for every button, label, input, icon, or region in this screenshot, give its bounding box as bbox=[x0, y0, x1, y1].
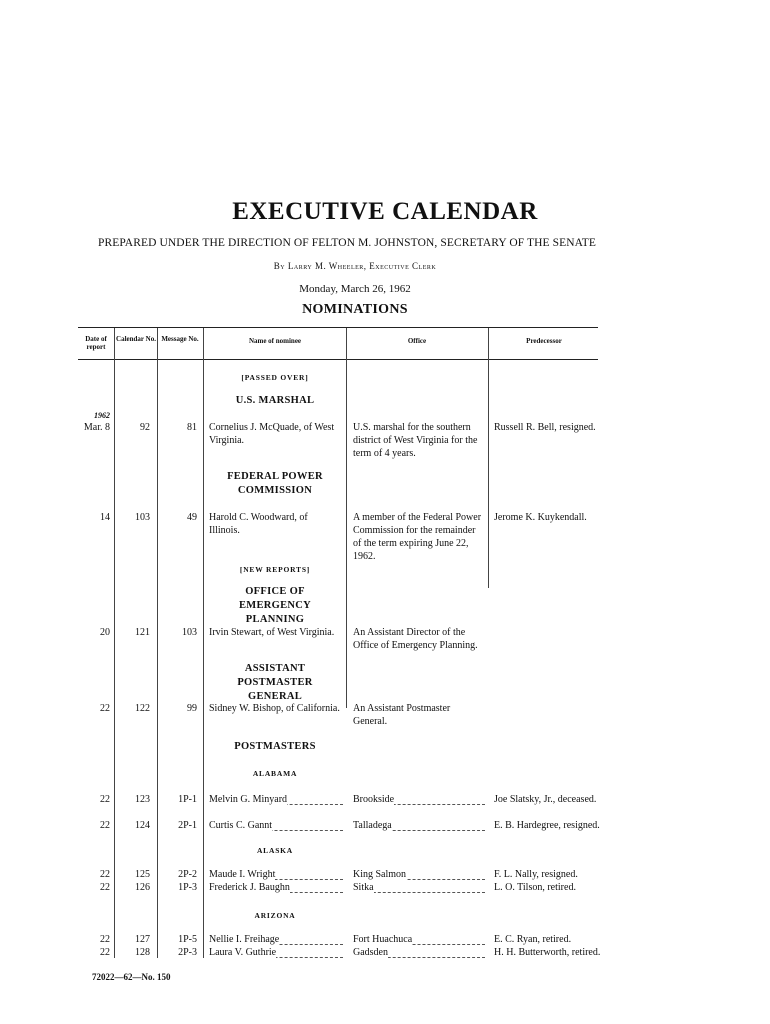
office-name: Gadsden bbox=[353, 947, 388, 958]
row-date: 22 bbox=[100, 869, 110, 880]
office-name: Talladega bbox=[353, 820, 392, 831]
nominations-heading: NOMINATIONS bbox=[302, 302, 408, 317]
nominee-name: Maude I. Wright bbox=[209, 869, 276, 880]
row-calendar-no: 125 bbox=[135, 869, 150, 880]
section-us-marshal: U.S. MARSHAL bbox=[235, 395, 315, 406]
nominee-name: Laura V. Guthrie bbox=[209, 947, 277, 958]
row-message-no: 2P-1 bbox=[178, 820, 197, 831]
row-message-no: 2P-2 bbox=[178, 869, 197, 880]
column-header-date: Date of report bbox=[85, 335, 107, 351]
row-calendar-no: 126 bbox=[135, 882, 150, 893]
row-calendar-no: 123 bbox=[135, 794, 150, 805]
passed-over-label: [PASSED OVER] bbox=[241, 373, 309, 382]
column-header-office: Office bbox=[407, 337, 427, 345]
row-office bbox=[353, 946, 485, 958]
row-message-no: 1P-5 bbox=[178, 934, 197, 945]
row-date: 22 bbox=[100, 947, 110, 958]
column-divider bbox=[203, 328, 204, 958]
nominee-name: Curtis C. Gannt bbox=[209, 820, 273, 831]
row-nominee bbox=[209, 881, 343, 893]
office-name: Brookside bbox=[353, 794, 395, 805]
row-date: 22 bbox=[100, 794, 110, 805]
row-date: 22 bbox=[100, 703, 110, 714]
row-message-no: 81 bbox=[187, 422, 197, 433]
row-date: 22 bbox=[100, 882, 110, 893]
row-calendar-no: 92 bbox=[140, 422, 150, 433]
row-date: 22 bbox=[100, 934, 110, 945]
row-date: Mar. 8 bbox=[83, 422, 110, 433]
column-divider bbox=[488, 328, 489, 588]
row-office bbox=[353, 868, 485, 880]
row-predecessor: F. L. Nally, resigned. bbox=[494, 869, 578, 880]
row-predecessor: Russell R. Bell, resigned. bbox=[494, 422, 596, 433]
row-nominee bbox=[209, 933, 343, 945]
column-divider bbox=[346, 328, 347, 708]
row-message-no: 103 bbox=[182, 627, 197, 638]
nominee-name: Nellie I. Freihage bbox=[209, 934, 280, 945]
row-predecessor: L. O. Tilson, retired. bbox=[494, 882, 576, 893]
row-date: 22 bbox=[100, 820, 110, 831]
page-title: EXECUTIVE CALENDAR bbox=[232, 198, 538, 225]
column-header-nominee: Name of nominee bbox=[248, 337, 302, 345]
row-calendar-no: 127 bbox=[135, 934, 150, 945]
table-top-rule bbox=[78, 327, 598, 328]
row-office: An Assistant Director of the Office of Emergency Planning. bbox=[353, 627, 478, 651]
row-message-no: 1P-1 bbox=[178, 794, 197, 805]
row-predecessor: H. H. Butterworth, retired. bbox=[494, 947, 601, 958]
section-federal-power-commission: FEDERAL POWER COMMISSION bbox=[227, 471, 323, 496]
row-office bbox=[353, 793, 485, 805]
row-calendar-no: 128 bbox=[135, 947, 150, 958]
row-office bbox=[353, 819, 485, 831]
row-predecessor: E. C. Ryan, retired. bbox=[494, 934, 572, 945]
new-reports-label: [NEW REPORTS] bbox=[239, 565, 311, 574]
office-name: Fort Huachuca bbox=[353, 934, 413, 945]
row-office bbox=[353, 933, 485, 945]
row-message-no: 99 bbox=[187, 703, 197, 714]
row-nominee bbox=[209, 946, 343, 958]
column-divider bbox=[114, 328, 115, 958]
nominee-name: Melvin G. Minyard bbox=[209, 794, 288, 805]
calendar-date: Monday, March 26, 1962 bbox=[299, 283, 411, 295]
section-office-of-emergency-planning: OFFICE OF EMERGENCY PLANNING bbox=[238, 586, 312, 625]
row-message-no: 1P-3 bbox=[178, 882, 197, 893]
column-header-message: Message No. bbox=[161, 335, 199, 343]
row-calendar-no: 103 bbox=[135, 512, 150, 523]
row-calendar-no: 121 bbox=[135, 627, 150, 638]
column-divider bbox=[157, 328, 158, 958]
year-label: 1962 bbox=[94, 411, 110, 420]
row-message-no: 49 bbox=[187, 512, 197, 523]
row-predecessor: Joe Slatsky, Jr., deceased. bbox=[494, 794, 597, 805]
row-nominee: Harold C. Woodward, of Illinois. bbox=[209, 512, 308, 536]
print-code-footer: 72022—62—No. 150 bbox=[92, 972, 171, 982]
row-office bbox=[353, 881, 485, 893]
state-arizona: ARIZONA bbox=[254, 911, 296, 920]
row-date: 14 bbox=[100, 512, 110, 523]
row-nominee bbox=[209, 868, 343, 880]
office-name: Sitka bbox=[353, 882, 374, 893]
column-header-calendar: Calendar No. bbox=[116, 335, 156, 343]
row-nominee: Irvin Stewart, of West Virginia. bbox=[209, 627, 335, 638]
state-alaska: ALASKA bbox=[256, 846, 294, 855]
row-date: 20 bbox=[100, 627, 110, 638]
row-office: U.S. marshal for the southern district of West Virginia for the term of 4 years. bbox=[353, 422, 478, 459]
office-name: King Salmon bbox=[353, 869, 407, 880]
row-predecessor: E. B. Hardegree, resigned. bbox=[494, 820, 600, 831]
row-predecessor: Jerome K. Kuykendall. bbox=[494, 512, 587, 523]
row-office: An Assistant Postmaster General. bbox=[353, 703, 451, 727]
row-calendar-no: 122 bbox=[135, 703, 150, 714]
row-message-no: 2P-3 bbox=[178, 947, 197, 958]
prepared-by-line: PREPARED UNDER THE DIRECTION OF FELTON M. JOHNSTON, SECRETARY OF THE SENATE bbox=[97, 237, 597, 249]
table-header-rule bbox=[78, 359, 598, 360]
state-alabama: ALABAMA bbox=[252, 769, 298, 778]
nominee-name: Frederick J. Baughn bbox=[209, 882, 290, 893]
row-nominee: Cornelius J. McQuade, of West Virginia. bbox=[209, 422, 335, 446]
executive-clerk-line: By Larry M. Wheeler, Executive Clerk bbox=[273, 261, 437, 271]
section-postmasters: POSTMASTERS bbox=[234, 741, 316, 752]
column-header-predecessor: Predecessor bbox=[526, 337, 562, 345]
row-calendar-no: 124 bbox=[135, 820, 150, 831]
section-assistant-postmaster-general: ASSISTANT POSTMASTER GENERAL bbox=[237, 663, 313, 702]
row-nominee bbox=[209, 793, 343, 805]
row-nominee bbox=[209, 819, 343, 831]
row-nominee: Sidney W. Bishop, of California. bbox=[209, 703, 340, 714]
row-office: A member of the Federal Power Commission for the remainder of the term expiring June 22, 1962. bbox=[353, 512, 482, 562]
